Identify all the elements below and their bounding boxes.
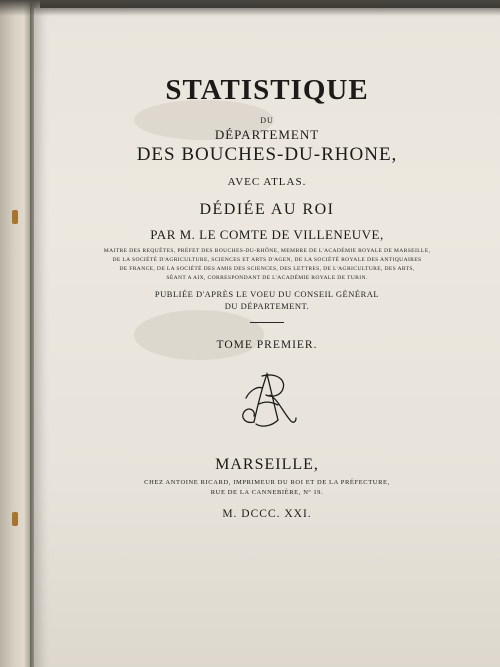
author-line: PAR M. LE COMTE DE VILLENEUVE, — [150, 227, 384, 242]
printer-monogram-icon — [34, 364, 500, 438]
imprint-line: RUE DE LA CANNEBIÈRE, Nº 19. — [210, 489, 324, 496]
title-departement: DÉPARTEMENT — [214, 127, 320, 142]
left-page-edge — [0, 0, 34, 667]
publication-year: M. DCCC. XXI. — [222, 508, 312, 520]
publication-note: PUBLIÉE D'APRÈS LE VOEU DU CONSEIL GÉNÉRAL — [154, 289, 380, 299]
divider-rule — [250, 322, 284, 323]
title-du: DU — [260, 116, 274, 125]
imprint-line: CHEZ ANTOINE RICARD, IMPRIMEUR DU ROI ET DE LA PRÉFECTURE, — [144, 479, 390, 486]
dedication: DÉDIÉE AU ROI — [199, 201, 335, 218]
author-credentials-line: DE FRANCE, DE LA SOCIÉTÉ DES AMIS DES SCIENCES, DES LETTRES, DE L'AGRICULTURE, DES ARTS, — [119, 266, 415, 272]
title-bouches-du-rhone: DES BOUCHES-DU-RHONE, — [136, 144, 398, 165]
volume-label: TOME PREMIER. — [216, 339, 318, 351]
binding-thread-mark — [12, 512, 18, 526]
monogram-ar-icon — [232, 364, 302, 434]
author-credentials-line: MAITRE DES REQUÊTES, PRÉFET DES BOUCHES-DU-RHÔNE, MEMBRE DE L'ACADÉMIE ROYALE DE MARSEILLE, — [103, 248, 431, 254]
author-credentials-line: SÉANT A AIX, CORRESPONDANT DE L'ACADÉMIE ROYALE DE TURIN. — [166, 275, 368, 281]
binding-thread-mark — [12, 210, 18, 224]
book-title: STATISTIQUE — [165, 74, 369, 106]
title-avec-atlas: AVEC ATLAS. — [227, 176, 307, 188]
bleed-through-stain — [134, 310, 264, 360]
publication-note-2: DU DÉPARTEMENT. — [224, 301, 310, 311]
publication-city: MARSEILLE, — [215, 456, 319, 473]
author-credentials-line: DE LA SOCIÉTÉ D'AGRICULTURE, SCIENCES ET ARTS D'AGEN, DE LA SOCIÉTÉ ROYALE DES ANTIQUAIRES — [112, 257, 422, 263]
top-shadow — [0, 0, 500, 16]
